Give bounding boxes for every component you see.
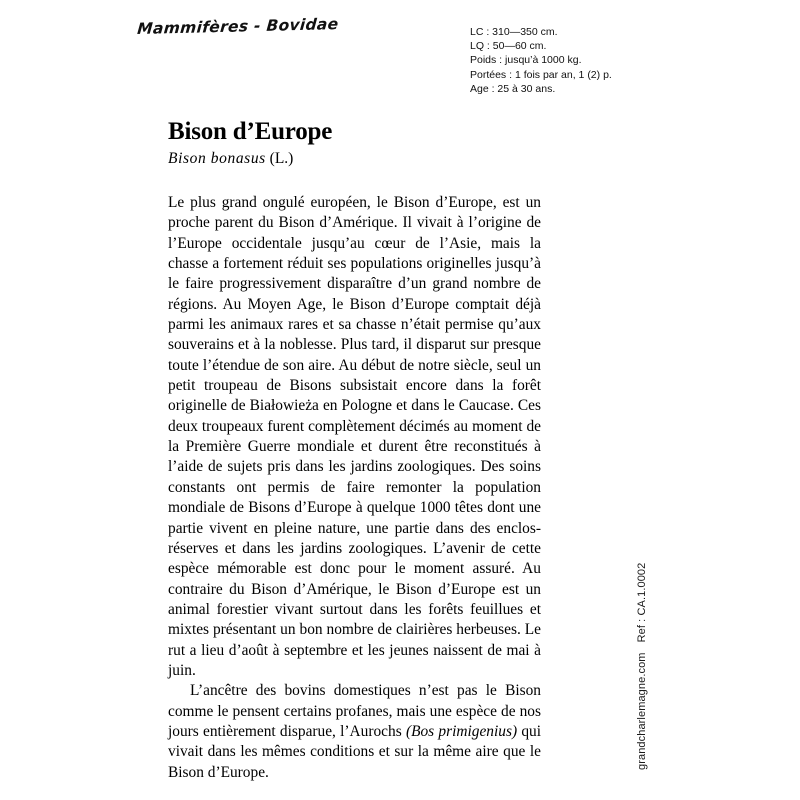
stat-row-body-length: LC : 310—350 cm. [470,26,558,38]
taxonomy-family-header: Mammifères - Bovidae [136,15,340,39]
stat-row-tail-length: LQ : 50—60 cm. [470,40,547,53]
credit-website: grandcharlemagne.com [636,652,648,770]
stat-row-weight: Poids : jusqu’à 1000 kg. [470,54,582,67]
species-binomial [168,149,541,169]
page-title: Bison d’Europe [168,118,333,145]
credit-reference: Ref : CA.1.0002 [636,562,648,643]
stat-row-lifespan: Age : 25 à 30 ans. [470,82,556,95]
aurochs-text-lead: L’ancêtre des bovins domestiques n’est pas le Bison comme le pensent certains profanes, mais une espèce de nos jours entièrement disparue, l’Aurochs [168,682,541,740]
paragraph-introduction: Le plus grand ongulé européen, le Bison d’Europe, est un proche parent du Bison d’Amérique. Il vivait à l’origine de l’Europe occidentale jusqu’au cœur de l’Asie, mais la chasse a fortement réduit ses populations originelles jusqu’à le faire progressivement disparaître d’un grand nombre de régions. Au Moyen Age, le Bison d’Europe comptait déjà parmi les animaux rares et sa chasse n’était permise qu’aux souverains et à la noblesse. Plus tard, il disparut sur presque toute l’étendue de son aire. Au début de notre siècle, seul un petit troupeau de Bisons subsistait encore dans la forêt originelle de Białowieża en Pologne et dans le Caucase. Ces deux troupeaux furent complètement décimés au moment de la Première Guerre mondiale et durent être reconstitués à l’aide de sujets pris dans les jardins zoologiques. Des soins constants ont permis de faire remonter la population mondiale de Bisons d’Europe à quelque 1000 têtes dont une partie vivent en pleine nature, une partie dans des enclos-réserves et dans les jardins zoologiques. L’avenir de cette espèce mémorable est donc pour le moment assuré. Au contraire du Bison d’Amérique, le Bison d’Europe est un animal forestier vivant surtout dans les forêts feuillues et mixtes présentant un bon nombre de clairières herbeuses. Le rut a lieu d’août à septembre et les jeunes naissent de mai à juin. [168,194,541,679]
stat-row-litters: Portées : 1 fois par an, 1 (2) p. [470,68,612,81]
latin-binomial: Bison bonasus [168,150,266,167]
paragraph-aurochs [168,681,541,783]
article-body [168,118,541,783]
measurements-block [470,25,612,96]
margin-credit [636,563,648,770]
aurochs-latin-name: (Bos primigenius) [405,722,518,740]
aurochs-text-tail: qui vivait dans les mêmes conditions et sur la même aire que le Bison d’Europe. [168,722,541,781]
binomial-authority: (L.) [269,150,294,167]
